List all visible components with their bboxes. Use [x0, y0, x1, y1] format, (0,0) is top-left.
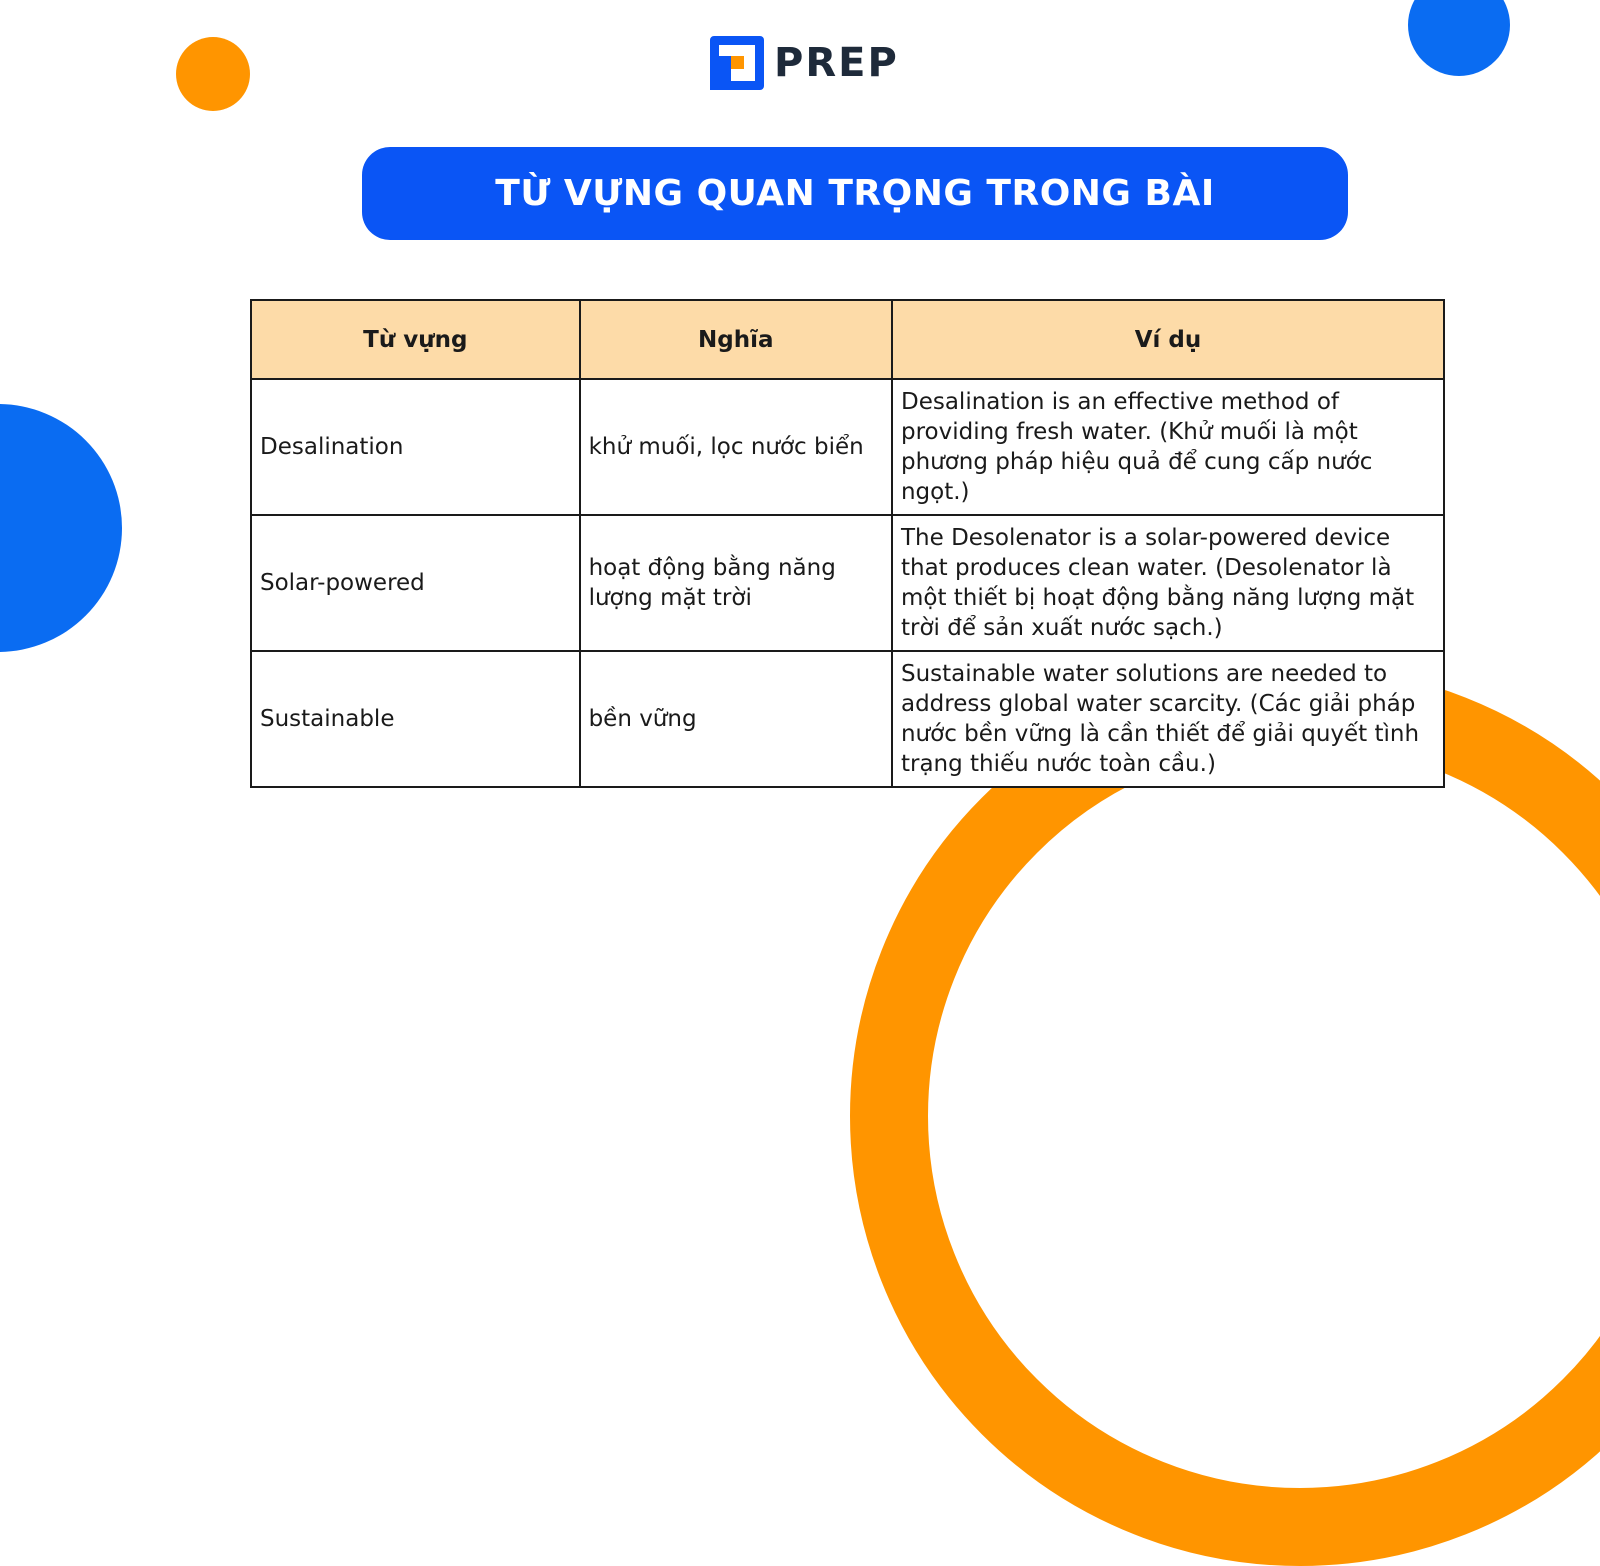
- brand-name: PREP: [774, 40, 899, 86]
- vocabulary-table: [250, 299, 1445, 788]
- decorative-orange-arc: [850, 666, 1600, 1566]
- table-row: [251, 515, 1444, 651]
- cell-word: Sustainable: [251, 651, 580, 787]
- prep-logo-icon: [710, 36, 764, 90]
- decorative-blue-circle-top: [1408, 0, 1510, 76]
- column-header-meaning: Nghĩa: [580, 300, 892, 379]
- cell-meaning: khử muối, lọc nước biển: [580, 379, 892, 515]
- title-banner: [362, 147, 1348, 240]
- cell-word: Desalination: [251, 379, 580, 515]
- column-header-word: Từ vựng: [251, 300, 580, 379]
- cell-example: Sustainable water solutions are needed to address global water scarcity. (Các giải pháp nước bền vững là cần thiết để giải quyết tình trạng thiếu nước toàn cầu.): [892, 651, 1444, 787]
- page-title: TỪ VỰNG QUAN TRỌNG TRONG BÀI: [495, 173, 1215, 214]
- table-header-row: [251, 300, 1444, 379]
- cell-example: The Desolenator is a solar-powered device that produces clean water. (Desolenator là một thiết bị hoạt động bằng năng lượng mặt trời để sản xuất nước sạch.): [892, 515, 1444, 651]
- table-row: [251, 379, 1444, 515]
- cell-word: Solar-powered: [251, 515, 580, 651]
- decorative-blue-circle-left: [0, 404, 122, 652]
- column-header-example: Ví dụ: [892, 300, 1444, 379]
- cell-example: Desalination is an effective method of providing fresh water. (Khử muối là một phương pháp hiệu quả để cung cấp nước ngọt.): [892, 379, 1444, 515]
- cell-meaning: hoạt động bằng năng lượng mặt trời: [580, 515, 892, 651]
- brand-logo: [710, 36, 899, 90]
- cell-meaning: bền vững: [580, 651, 892, 787]
- decorative-orange-circle: [176, 37, 250, 111]
- table-row: [251, 651, 1444, 787]
